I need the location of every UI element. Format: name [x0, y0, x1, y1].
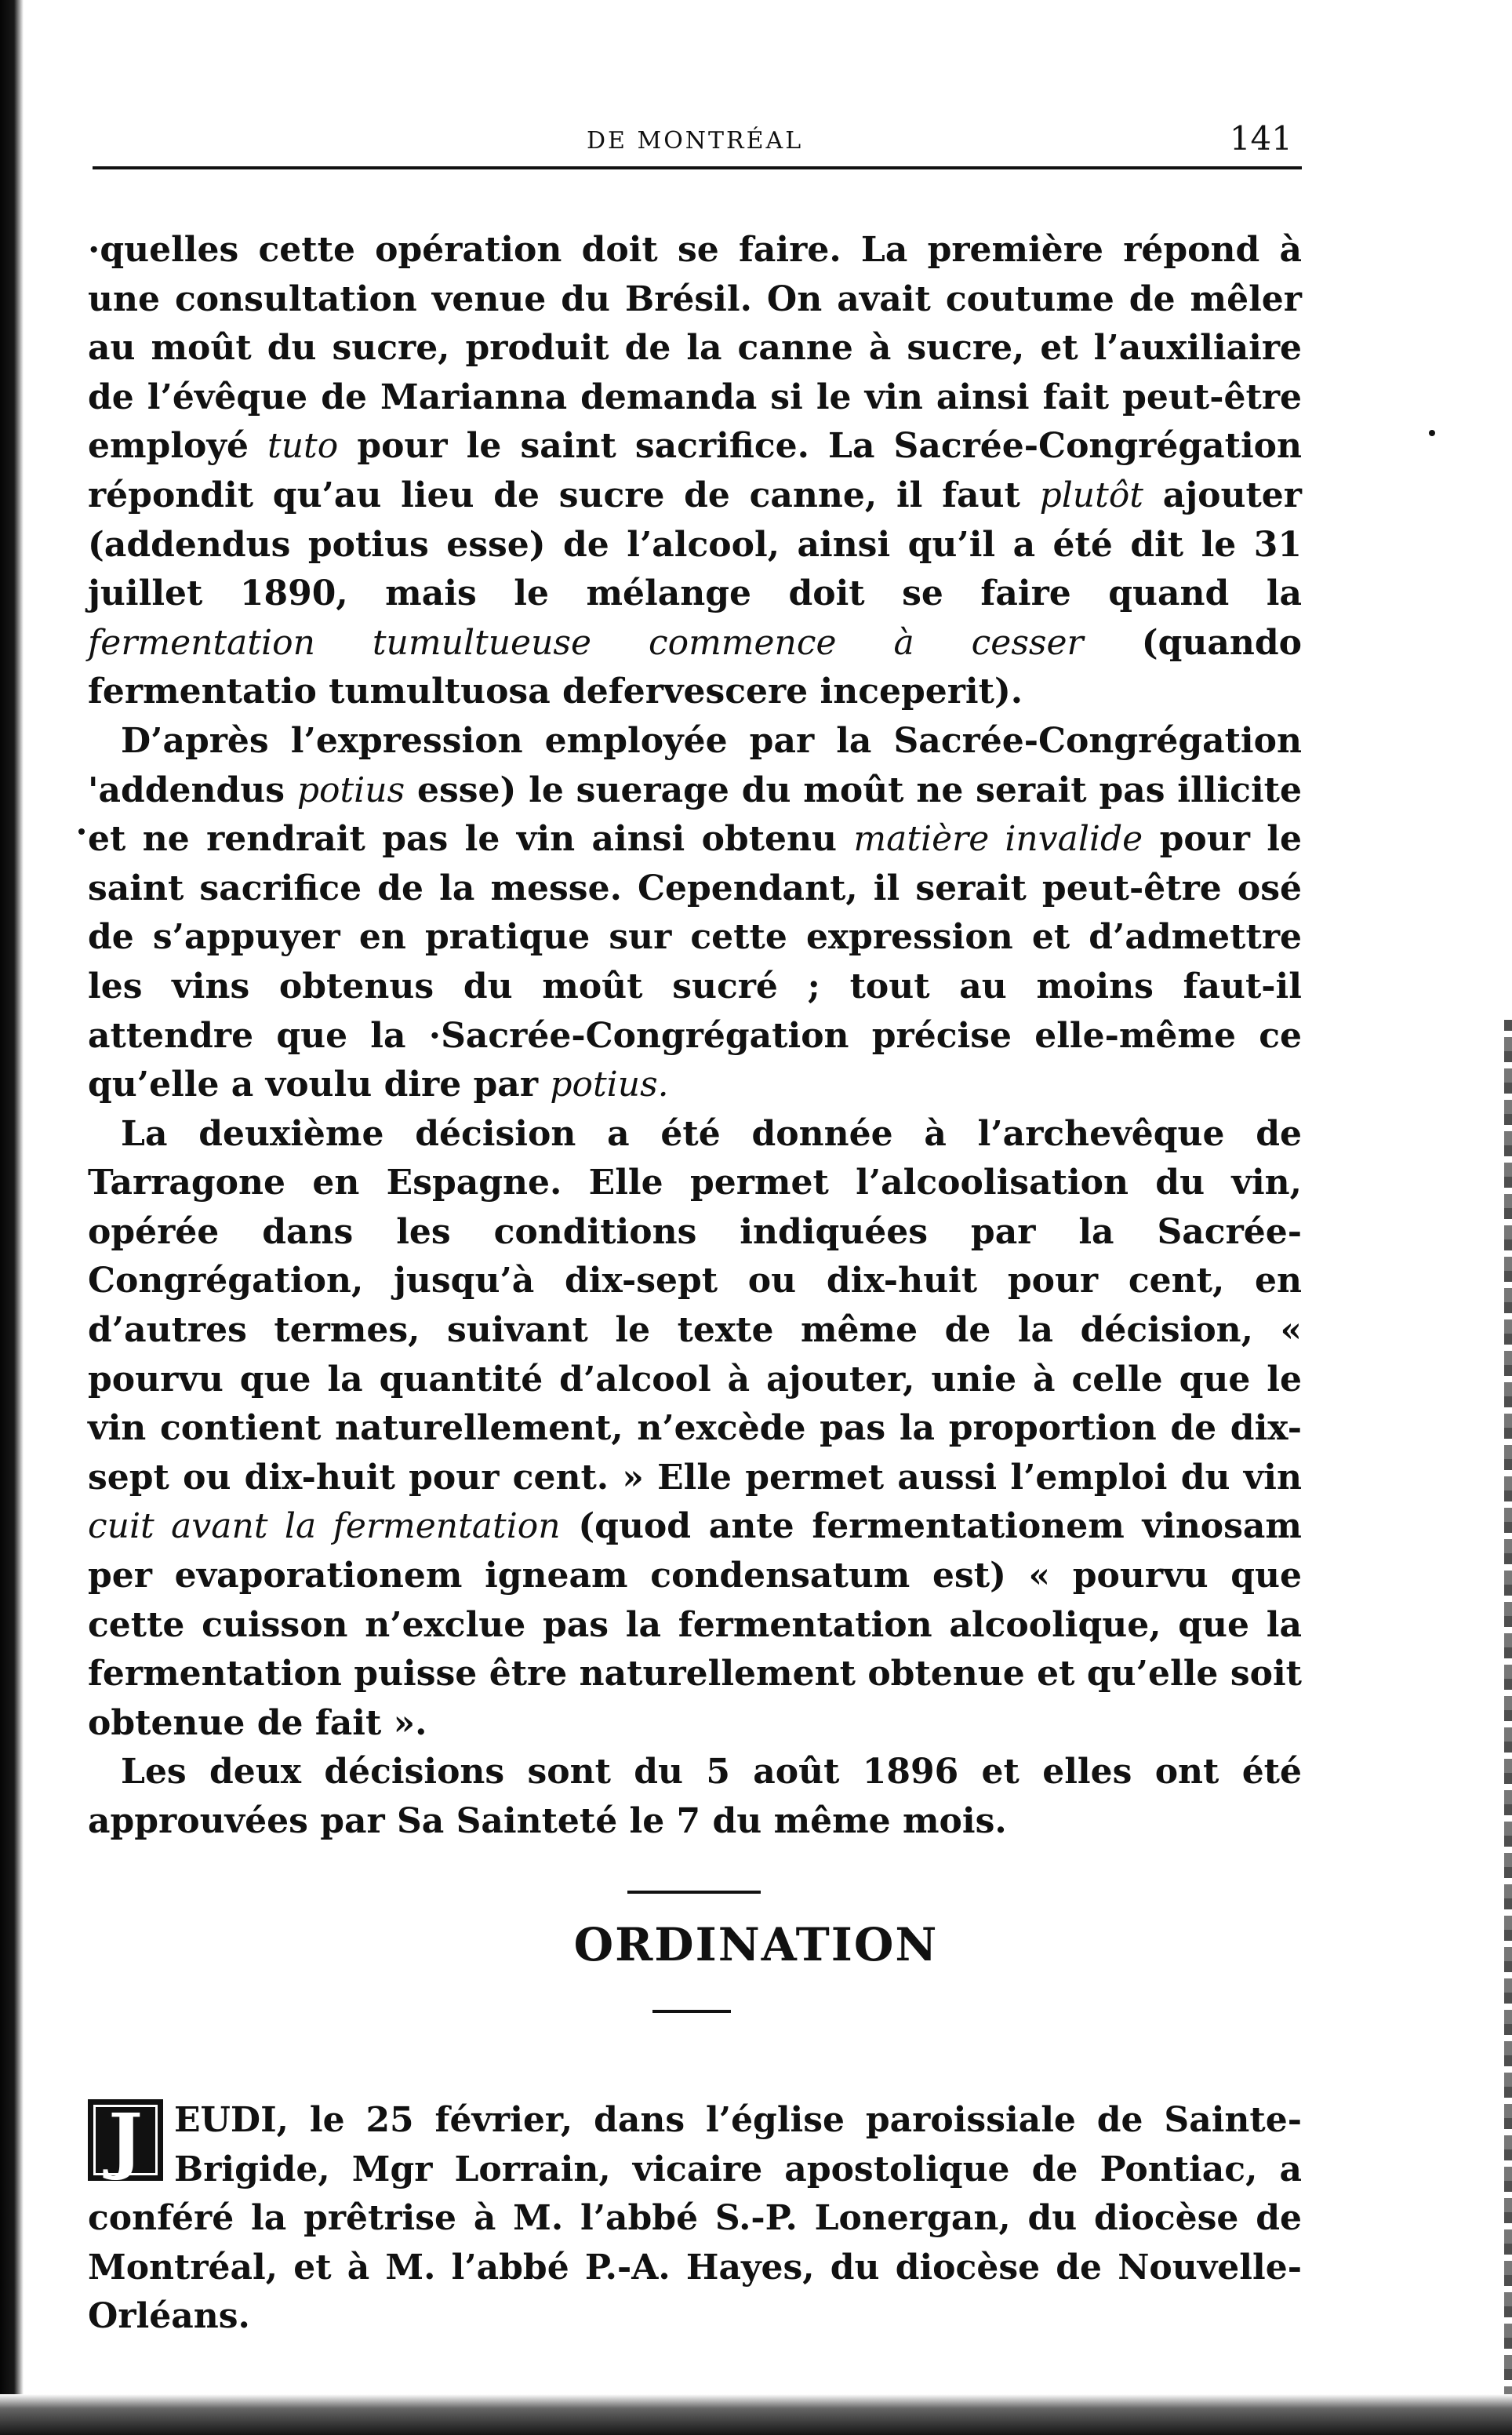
- scan-left-edge: [0, 0, 24, 2435]
- scan-right-edge: [1504, 1020, 1512, 2435]
- paragraph-text: D’après l’expression employée par la Sacrée-Congrégation 'addendus: [88, 720, 1302, 810]
- paragraph-text: esse) le suerage du moût ne serait pas illicite et ne rendrait pas le vin ainsi obtenu: [88, 770, 1302, 860]
- section-rule-bottom: [652, 2010, 731, 2013]
- running-head: DE MONTRÉAL: [587, 127, 804, 155]
- paragraph-text: ajouter (addendus potius esse) de l’alcool, ainsi qu’il a été dit le 31 juillet 1890, mais le mélange doit se faire quand la: [88, 475, 1302, 614]
- italic-text: matière invalide: [853, 819, 1143, 860]
- page-number: 141: [1229, 119, 1292, 158]
- body-paragraph: [88, 1110, 1302, 1749]
- paragraph-text: La deuxième décision a été donnée à l’archevêque de Tarragone en Espagne. Elle permet l’alcoolisation du vin, opérée dans les conditions indiquées par la Sacrée-Congrégation, jusqu’à dix-sept ou dix-huit pour cent, en d’autres termes, suivant le texte même de la décision, « pourvu que la quantité d’alcool à ajouter, unie à celle que le vin contient naturellement, n’excède pas la proportion de dix-sept ou dix-huit pour cent. » Elle permet aussi l’emploi du vin: [88, 1113, 1302, 1498]
- page-header: [93, 119, 1302, 169]
- ordination-text: EUDI, le 25 février, dans l’église paroissiale de Sainte-Brigide, Mgr Lorrain, vicaire apostolique de Pontiac, a conféré la prêtrise à M. l’abbé S.-P. Lonergan, du diocèse de Montréal, et à M. l’abbé P.-A. Hayes, du diocèse de Nouvelle-Orléans.: [88, 2100, 1302, 2337]
- italic-text: plutôt: [1039, 475, 1143, 515]
- section-rule-top: [627, 1891, 761, 1894]
- body-paragraph: [88, 717, 1302, 1110]
- italic-text: potius.: [550, 1065, 669, 1105]
- section-title: ORDINATION: [573, 1918, 939, 1971]
- ordination-paragraph: [88, 2096, 1302, 2342]
- paragraph-text: (quando fermentatio tumultuosa defervescere inceperit).: [88, 622, 1302, 712]
- italic-text: fermentation tumultueuse commence à cesser: [88, 622, 1084, 663]
- paragraph-text: Les deux décisions sont du 5 août 1896 et elles ont été approuvées par Sa Sainteté le 7 du même mois.: [88, 1752, 1302, 1841]
- italic-text: cuit avant la fermentation: [88, 1506, 561, 1547]
- italic-text: tuto: [267, 426, 339, 467]
- ink-speck: [1429, 430, 1435, 436]
- italic-text: potius: [296, 770, 405, 810]
- paragraph-text: (quod ante fermentationem vinosam per evaporationem igneam condensatum est) « pourvu que cette cuisson n’exclue pas la fermentation alcoolique, que la fermentation puisse être naturellement obtenue et qu’elle soit obtenue de fait ».: [88, 1506, 1302, 1743]
- ink-speck: [78, 828, 85, 835]
- drop-cap: J: [88, 2099, 163, 2181]
- body-paragraph: [88, 226, 1302, 717]
- paragraph-text: ·quelles cette opération doit se faire. La première répond à une consultation venue du Brésil. On avait coutume de mêler au moût du sucre, produit de la canne à sucre, et l’auxiliaire de l’évêque de Marianna demanda si le vin ainsi fait peut-être employé: [88, 230, 1302, 467]
- body-text: [88, 226, 1302, 1847]
- scan-bottom-edge: [0, 2394, 1512, 2435]
- body-paragraph: [88, 1748, 1302, 1846]
- paragraph-text: pour le saint sacrifice. La Sacrée-Congrégation répondit qu’au lieu de sucre de canne, il faut: [88, 426, 1302, 515]
- paragraph-text: pour le saint sacrifice de la messe. Cependant, il serait peut-être osé de s’appuyer en pratique sur cette expression et d’admettre les vins obtenus du moût sucré ; tout au moins faut-il attendre que la ·Sacrée-Congrégation précise elle-même ce qu’elle a voulu dire par: [88, 819, 1303, 1105]
